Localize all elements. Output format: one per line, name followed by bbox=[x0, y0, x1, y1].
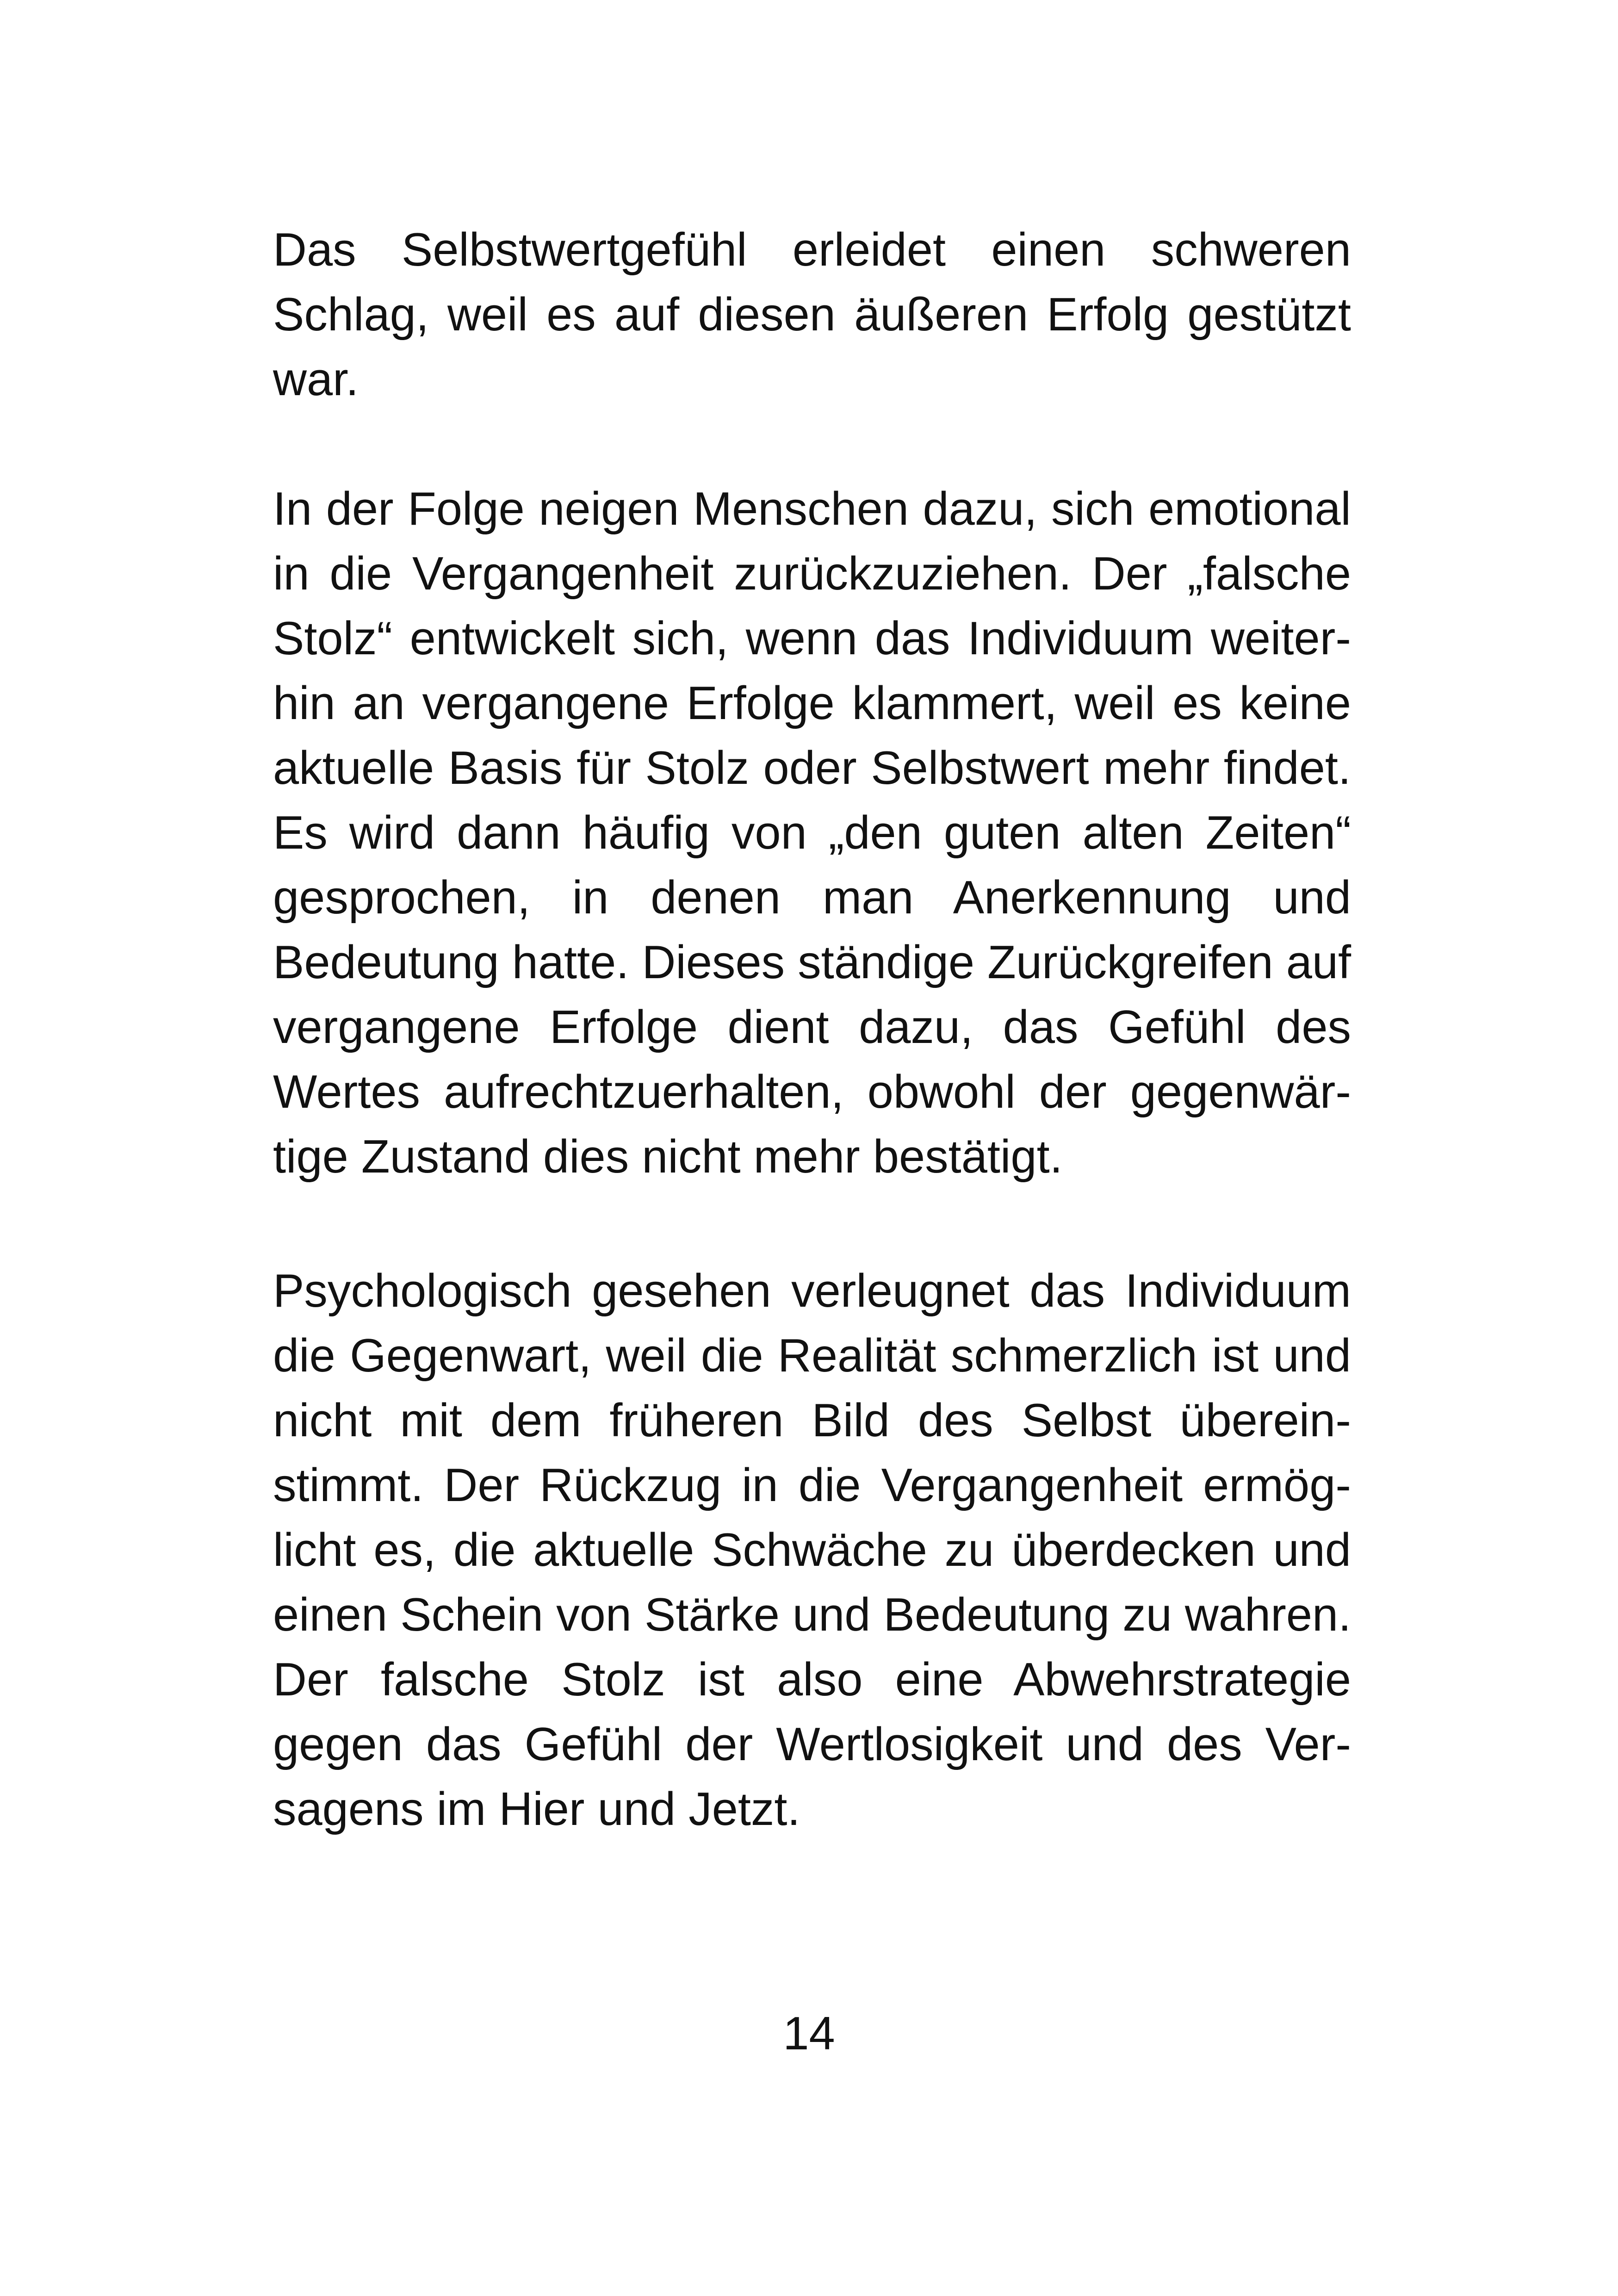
text-line: Es wird dann häufig von „den guten alten Zeiten“ bbox=[273, 807, 1351, 859]
text-line: in die Vergangenheit zurückzuziehen. Der „falsche bbox=[273, 548, 1351, 600]
text-line: stimmt. Der Rückzug in die Vergangenheit ermög- bbox=[273, 1459, 1351, 1511]
text-line: Der falsche Stolz ist also eine Abwehrstrategie bbox=[273, 1654, 1351, 1706]
text-line: Psychologisch gesehen verleugnet das Individuum bbox=[273, 1265, 1351, 1317]
text-line: vergangene Erfolge dient dazu, das Gefühl des bbox=[273, 1001, 1351, 1053]
text-line: Stolz“ entwickelt sich, wenn das Individuum weiter- bbox=[273, 613, 1351, 664]
text-line: aktuelle Basis für Stolz oder Selbstwert mehr findet. bbox=[273, 742, 1351, 794]
text-line: hin an vergangene Erfolge klammert, weil es keine bbox=[273, 677, 1351, 729]
text-line: einen Schein von Stärke und Bedeutung zu wahren. bbox=[273, 1589, 1351, 1641]
text-line: die Gegenwart, weil die Realität schmerzlich ist und bbox=[273, 1330, 1351, 1382]
text-line: nicht mit dem früheren Bild des Selbst überein- bbox=[273, 1395, 1351, 1446]
page-number: 14 bbox=[783, 2008, 835, 2060]
paragraph-2 bbox=[273, 477, 1351, 1189]
text-line: tige Zustand dies nicht mehr bestätigt. bbox=[273, 1131, 1063, 1183]
text-line: sagens im Hier und Jetzt. bbox=[273, 1783, 800, 1835]
paragraph-1 bbox=[273, 217, 1351, 412]
text-line: Das Selbstwertgefühl erleidet einen schweren bbox=[273, 224, 1351, 276]
text-line: war. bbox=[273, 354, 359, 405]
text-line: licht es, die aktuelle Schwäche zu überdecken und bbox=[273, 1524, 1351, 1576]
text-line: Wertes aufrechtzuerhalten, obwohl der gegenwär- bbox=[273, 1066, 1351, 1118]
text-line: Schlag, weil es auf diesen äußeren Erfolg gestützt bbox=[273, 289, 1351, 341]
text-line: Bedeutung hatte. Dieses ständige Zurückgreifen auf bbox=[273, 937, 1351, 988]
text-line: gesprochen, in denen man Anerkennung und bbox=[273, 872, 1351, 924]
paragraph-3 bbox=[273, 1259, 1351, 1842]
text-line: In der Folge neigen Menschen dazu, sich emotional bbox=[273, 483, 1351, 535]
text-line: gegen das Gefühl der Wertlosigkeit und des Ver- bbox=[273, 1719, 1351, 1770]
